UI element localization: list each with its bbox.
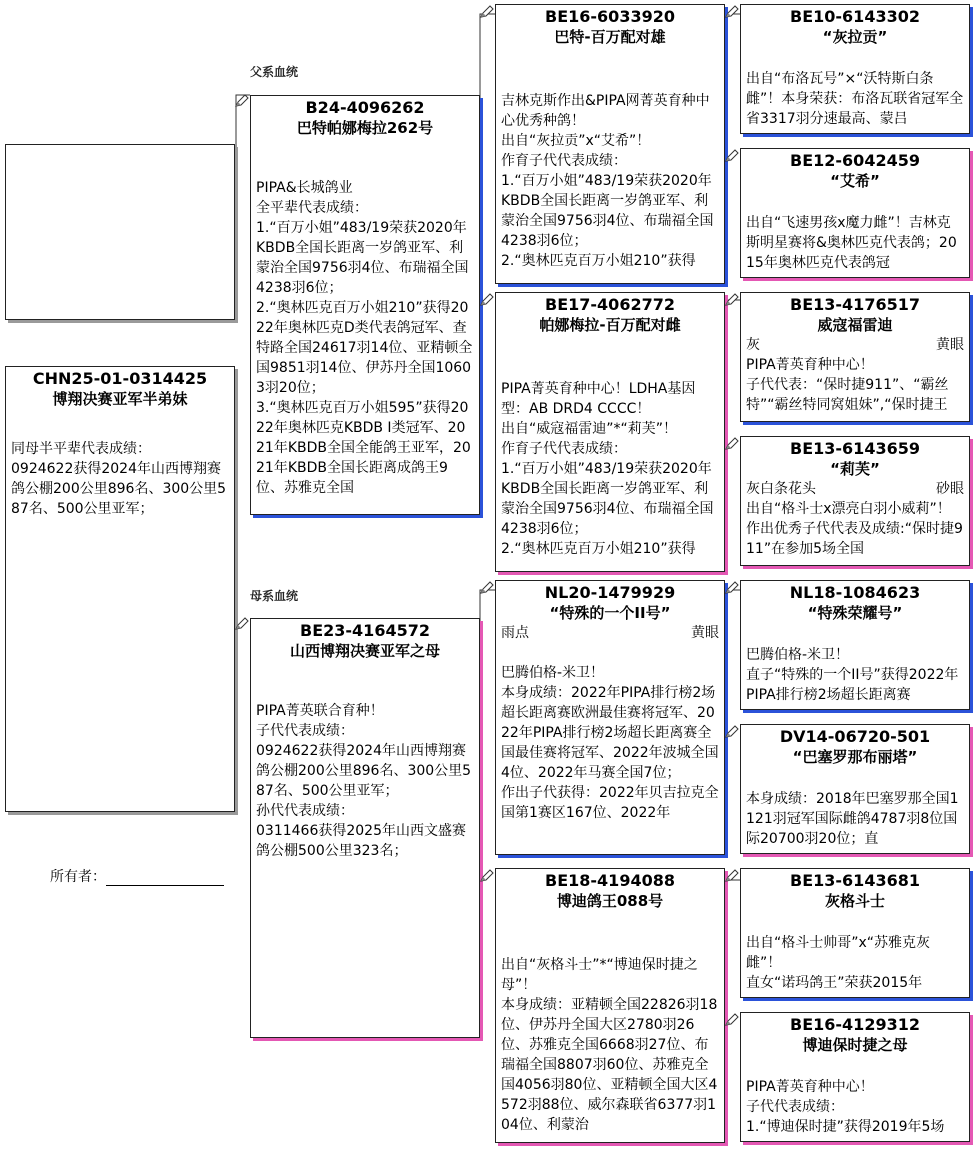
ddd-card — [740, 1012, 970, 1142]
pencil-edit-icon[interactable] — [479, 4, 495, 20]
sire-card — [250, 95, 480, 515]
sire-dam-notes: PIPA菁英育种中心！LDHA基因型：AB DRD4 CCCC！ 出自“威寇福雷迪”*“莉芙”！ 作育子代代表成绩： 1.“百万小姐”483/19荣获2020年KBDB全国长距离一岁鸽亚军、利蒙治全国9756羽4位、布瑞福全国4238羽6位； 2.“奥林匹克百万小姐210”获得 — [501, 381, 714, 557]
dam-sire-ring-id: NL20-1479929 — [544, 583, 676, 602]
dds-name: 灰格斗士 — [824, 892, 885, 910]
dam-sire-name: “特殊的一个II号” — [549, 604, 671, 622]
sdd-notes: 出自“格斗士x漂亮白羽小威莉”！作出优秀子代代表及成绩:“保时捷911”在参加5场全国 — [746, 501, 963, 557]
sss-ring-id: BE10-6143302 — [790, 7, 920, 26]
sire-dam-card — [495, 292, 725, 572]
dss-notes: 巴腾伯格-米卫！ 直子“特殊的一个II号”获得2022年PIPA排行榜2场超长距离赛 — [746, 647, 959, 703]
pencil-edit-icon[interactable] — [724, 580, 740, 596]
ssd-notes: 出自“飞速男孩x魔力雌”！吉林克斯明星赛将&奥林匹克代表鸽；2015年奥林匹克代表鸽冠 — [746, 215, 957, 271]
sire-notes: PIPA&长城鸽业 全平辈代表成绩： 1.“百万小姐”483/19荣获2020年KBDB全国长距离一岁鸽亚军、利蒙治全国9756羽4位、布瑞福全国4238羽6位； 2.“奥林匹克百万小姐210”获得2022年奥林匹克D类代表鸽冠军、查特路全国24617羽14位、亚精顿全国9851羽14位、伊苏丹全国10603羽20位； 3.“奥林匹克百万小姐595”获得2022年奥林匹克KBDB I类冠军、2021年KBDB全国全能鸽王亚军，2021年KBDB全国长距离成鸽王9位、苏雅克全国 — [256, 180, 473, 496]
subject-name: 博翔决赛亚军半弟妹 — [52, 390, 188, 408]
photo-placeholder — [5, 144, 235, 320]
owner-line — [50, 866, 224, 886]
ssd-card — [740, 148, 970, 278]
dds-card — [740, 868, 970, 998]
owner-label: 所有者： — [50, 869, 106, 885]
sds-color: 灰 — [746, 337, 760, 353]
dam-sire-notes: 巴腾伯格-米卫！ 本身成绩：2022年PIPA排行榜2场超长距离赛欧洲最佳赛将冠军、2022年PIPA排行榜2场超长距离赛全国最佳赛将冠军、2022年波城全国4位、2022年马赛全国7位； 作出子代获得：2022年贝吉拉克全国第1赛区167位、2022年 — [501, 665, 719, 821]
pencil-edit-icon[interactable] — [724, 868, 740, 884]
pencil-edit-icon[interactable] — [724, 1012, 740, 1028]
pencil-edit-icon[interactable] — [724, 436, 740, 452]
dsd-card — [740, 724, 970, 854]
subject-card — [5, 366, 235, 812]
ddd-ring-id: BE16-4129312 — [790, 1015, 920, 1034]
sds-ring-id: BE13-4176517 — [790, 295, 920, 314]
sds-eye: 黄眼 — [936, 337, 964, 353]
pencil-edit-icon[interactable] — [479, 292, 495, 308]
sire-line-label: 父系血统 — [250, 65, 299, 79]
dss-name: “特殊荣耀号” — [807, 604, 903, 622]
dam-sire-card — [495, 580, 725, 855]
pencil-edit-icon[interactable] — [234, 616, 250, 632]
dam-dam-ring-id: BE18-4194088 — [545, 871, 675, 890]
sire-sire-ring-id: BE16-6033920 — [545, 7, 675, 26]
pencil-edit-icon[interactable] — [479, 580, 495, 596]
dsd-notes: 本身成绩：2018年巴塞罗那全国1121羽冠军国际雌鸽4787羽8位国际20700羽20位；直 — [746, 791, 959, 847]
dsd-name: “巴塞罗那布丽塔” — [792, 748, 918, 766]
dsd-ring-id: DV14-06720-501 — [779, 727, 931, 746]
dds-notes: 出自“格斗士帅哥”x“苏雅克灰雌”！ 直女“诺玛鸽王”荣获2015年 — [746, 935, 931, 991]
pencil-edit-icon[interactable] — [234, 93, 250, 109]
sire-name: 巴特帕娜梅拉262号 — [296, 119, 434, 137]
sss-name: “灰拉贡” — [822, 28, 888, 46]
ddd-notes: PIPA菁英育种中心！ 子代代表成绩： 1.“博迪保时捷”获得2019年5场 — [746, 1079, 945, 1135]
sss-card — [740, 4, 970, 134]
dam-dam-notes: 出自“灰格斗士”*“博迪保时捷之母”！ 本身成绩：亚精顿全国22826羽18位、伊苏丹全国大区2780羽26位、苏雅克全国6668羽27位、布瑞福全国8807羽60位、苏雅克全国4056羽80位、亚精顿全国大区4572羽88位、威尔森联省6377羽104位、利蒙治 — [501, 957, 718, 1133]
pencil-edit-icon[interactable] — [724, 292, 740, 308]
sds-card — [740, 292, 970, 422]
dam-notes: PIPA菁英联合育种！ 子代代表成绩： 0924622获得2024年山西博翔赛鸽公棚200公里896名、300公里587名、500公里亚军； 孙代代表成绩： 0311466获得2025年山西文盛赛鸽公棚500公里323名； — [256, 703, 472, 859]
dam-sire-eye: 黄眼 — [691, 625, 719, 641]
sss-notes: 出自“布洛瓦号”×“沃特斯白条雌”！本身荣获：布洛瓦联省冠军全省3317羽分速最高、蒙吕 — [746, 71, 964, 127]
sdd-color: 灰白条花头 — [746, 481, 816, 497]
pencil-edit-icon[interactable] — [724, 148, 740, 164]
subject-ring-id: CHN25-01-0314425 — [32, 369, 208, 388]
sire-sire-name: 巴特-百万配对雄 — [554, 28, 666, 46]
sdd-ring-id: BE13-6143659 — [790, 439, 920, 458]
sds-name: 威寇福雷迪 — [817, 316, 893, 334]
sdd-card — [740, 436, 970, 566]
dam-card — [250, 618, 480, 1038]
pencil-edit-icon[interactable] — [724, 724, 740, 740]
dss-ring-id: NL18-1084623 — [789, 583, 921, 602]
sire-sire-notes: 吉林克斯作出&PIPA网菁英育种中心优秀种鸽！ 出自“灰拉贡”x“艾希”！ 作育子代代表成绩： 1.“百万小姐”483/19荣获2020年KBDB全国长距离一岁鸽亚军、利蒙治全国9756羽4位、布瑞福全国4238羽6位； 2.“奥林匹克百万小姐210”获得 — [501, 93, 714, 269]
dam-line-label: 母系血统 — [250, 589, 299, 603]
sire-ring-id: B24-4096262 — [305, 98, 425, 117]
dam-name: 山西博翔决赛亚军之母 — [289, 642, 440, 660]
ssd-ring-id: BE12-6042459 — [790, 151, 920, 170]
subject-notes: 同母半平辈代表成绩： 0924622获得2024年山西博翔赛鸽公棚200公里896名、300公里587名、500公里亚军； — [11, 441, 227, 517]
dam-sire-color: 雨点 — [501, 625, 529, 641]
sdd-eye: 砂眼 — [936, 481, 964, 497]
sire-dam-name: 帕娜梅拉-百万配对雌 — [539, 316, 681, 334]
dds-ring-id: BE13-6143681 — [790, 871, 920, 890]
ssd-name: “艾希” — [830, 172, 880, 190]
dam-ring-id: BE23-4164572 — [300, 621, 430, 640]
ddd-name: 博迪保时捷之母 — [802, 1036, 908, 1054]
sire-sire-card — [495, 4, 725, 284]
sds-notes: PIPA菁英育种中心！ 子代代表：“保时捷911”、“霸丝特”“霸丝特同窝姐妹”,“保时捷王 — [746, 357, 949, 413]
sdd-name: “莉芙” — [830, 460, 880, 478]
dss-card — [740, 580, 970, 710]
sire-dam-ring-id: BE17-4062772 — [545, 295, 675, 314]
dam-dam-card — [495, 868, 725, 1143]
owner-blank[interactable] — [106, 869, 224, 886]
pencil-edit-icon[interactable] — [479, 868, 495, 884]
pencil-edit-icon[interactable] — [724, 4, 740, 20]
dam-dam-name: 博迪鸽王088号 — [556, 892, 664, 910]
